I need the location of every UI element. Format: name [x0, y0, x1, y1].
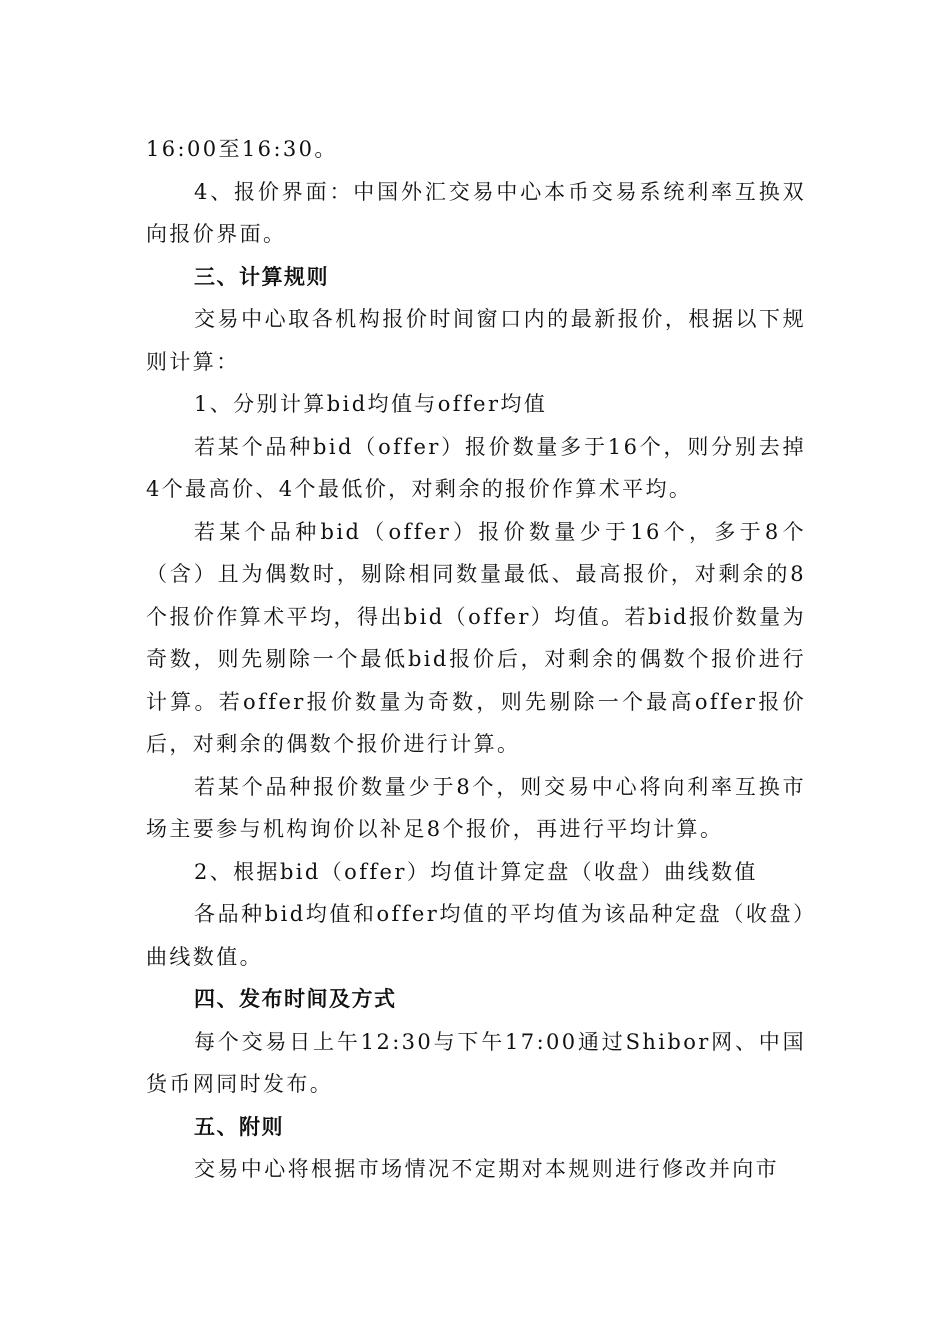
paragraph-quote-interface: 4、报价界面：中国外汇交易中心本币交易系统利率互换双向报价界面。	[146, 179, 806, 246]
heading-supplementary: 五、附则	[194, 1114, 284, 1139]
paragraph-calc-intro: 交易中心取各机构报价时间窗口内的最新报价，根据以下规则计算：	[146, 307, 806, 374]
paragraph-between-8-16: 若某个品种bid（offer）报价数量少于16个，多于8个（含）且为偶数时，剔除相同数量最低、最高报价，对剩余的8个报价作算术平均，得出bid（offer）均值。若bid报价数量为奇数，则先剔除一个最低bid报价后，对剩余的偶数个报价进行计算。若offer报价数量为奇数，则先剔除一个最高offer报价后，对剩余的偶数个报价进行计算。	[146, 519, 806, 756]
paragraph-curve-value: 各品种bid均值和offer均值的平均值为该品种定盘（收盘）曲线数值。	[146, 902, 806, 969]
paragraph-less-than-8: 若某个品种报价数量少于8个，则交易中心将向利率互换市场主要参与机构询价以补足8个报价，再进行平均计算。	[146, 774, 806, 841]
paragraph-publish-details: 每个交易日上午12:30与下午17:00通过Shibor网、中国货币网同时发布。	[146, 1029, 806, 1096]
paragraph-supplementary: 交易中心将根据市场情况不定期对本规则进行修改并向市	[194, 1157, 779, 1181]
heading-publish-time: 四、发布时间及方式	[194, 987, 397, 1011]
heading-calculation-rules: 三、计算规则	[194, 264, 329, 289]
paragraph-time-range: 16:00至16:30。	[146, 137, 338, 161]
paragraph-more-than-16: 若某个品种bid（offer）报价数量多于16个，则分别去掉4个最高价、4个最低价，对剩余的报价作算术平均。	[146, 434, 806, 501]
paragraph-rule-2-title: 2、根据bid（offer）均值计算定盘（收盘）曲线数值	[194, 859, 758, 884]
document-body	[146, 128, 806, 1191]
paragraph-rule-1-title: 1、分别计算bid均值与offer均值	[194, 392, 548, 416]
